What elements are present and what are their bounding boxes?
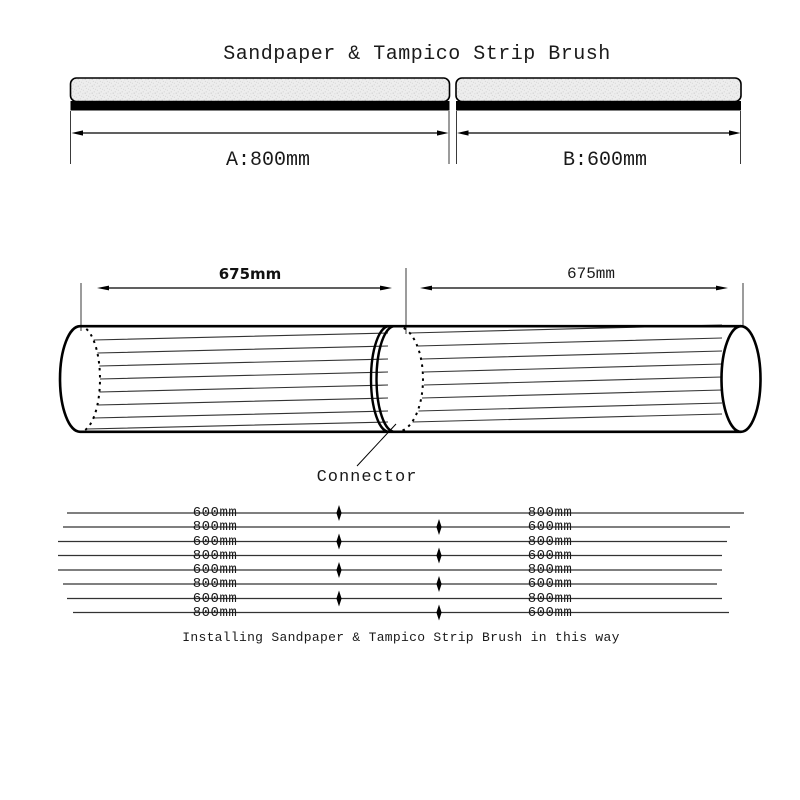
strip-a-backing-bar bbox=[71, 101, 450, 111]
dimension-a bbox=[72, 130, 449, 135]
joint-marks bbox=[336, 505, 441, 621]
page-title: Sandpaper & Tampico Strip Brush bbox=[223, 43, 611, 66]
strip-a-sandpaper bbox=[71, 78, 450, 102]
install-lines bbox=[58, 513, 744, 613]
install-row-left-label: 800mm bbox=[192, 547, 238, 564]
strip-b-dimension-label: B:600mm bbox=[562, 149, 647, 172]
strip-b bbox=[456, 78, 741, 111]
install-caption: Installing Sandpaper & Tampico Strip Brush in this way bbox=[182, 630, 620, 645]
roller-right-dimension-label: 675mm bbox=[566, 265, 615, 283]
install-row-left-label: 800mm bbox=[192, 576, 238, 592]
strip-a-dimension-label: A:800mm bbox=[225, 149, 310, 172]
install-row-left-label: 600mm bbox=[192, 590, 238, 607]
install-row-left-label: 800mm bbox=[192, 519, 238, 535]
install-row-right-label: 600mm bbox=[527, 604, 573, 621]
roller-strip-lines-right bbox=[410, 325, 722, 422]
roller-left-end-hidden-arc bbox=[80, 326, 100, 432]
install-row-right-label: 800mm bbox=[527, 590, 573, 607]
strip-b-sandpaper bbox=[456, 78, 741, 102]
install-row-right-label: 800mm bbox=[527, 562, 573, 578]
connector-leader-line bbox=[357, 424, 396, 466]
install-row-left-label: 800mm bbox=[192, 604, 238, 621]
install-row-right-label: 800mm bbox=[527, 505, 573, 521]
roller-strip-lines-left bbox=[87, 333, 388, 429]
roller-dimension-left bbox=[97, 286, 392, 291]
dimension-b bbox=[457, 130, 741, 135]
roller-left-end-arc bbox=[60, 326, 80, 432]
roller-dimension-right bbox=[420, 286, 728, 291]
install-row-right-label: 600mm bbox=[527, 519, 573, 535]
connector-ring bbox=[371, 326, 423, 432]
install-row-left-label: 600mm bbox=[192, 562, 238, 578]
strip-a bbox=[71, 78, 450, 111]
strip-b-backing-bar bbox=[456, 101, 741, 111]
connector-label: Connector bbox=[316, 468, 418, 487]
install-row-right-label: 800mm bbox=[527, 533, 573, 550]
install-row-right-label: 600mm bbox=[527, 547, 573, 564]
install-row-right-label: 600mm bbox=[527, 576, 573, 592]
connector-hidden-arc bbox=[397, 326, 423, 432]
install-row-left-label: 600mm bbox=[192, 505, 238, 521]
roller-right-end-cap bbox=[722, 326, 761, 432]
roller-left-dimension-label: 675mm bbox=[218, 265, 282, 283]
install-row-left-label: 600mm bbox=[192, 533, 238, 550]
